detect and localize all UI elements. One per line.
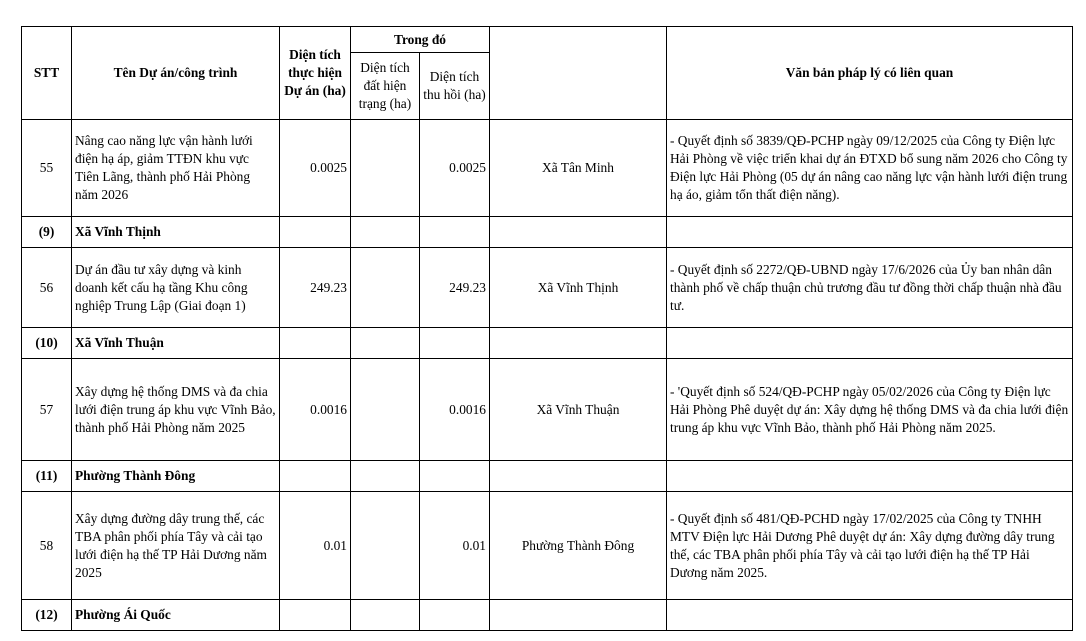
header-legal-docs: Văn bản pháp lý có liên quan — [667, 27, 1073, 120]
table-row — [22, 359, 1073, 461]
row-area: 0.01 — [280, 492, 351, 600]
group-row — [22, 328, 1073, 359]
row-project-name: Xây dựng hệ thống DMS và đa chia lưới điện trung áp khu vực Vĩnh Bảo, thành phố Hải Phòng năm 2025 — [72, 359, 280, 461]
header-location — [490, 27, 667, 120]
group-name: Xã Vĩnh Thuận — [72, 328, 280, 359]
header-stt: STT — [22, 27, 72, 120]
row-stt: 58 — [22, 492, 72, 600]
row-project-name: Dự án đầu tư xây dựng và kinh doanh kết cấu hạ tầng Khu công nghiệp Trung Lập (Giai đoạn 1) — [72, 248, 280, 328]
group-name: Phường Thành Đông — [72, 461, 280, 492]
row-legal-docs: - Quyết định số 481/QĐ-PCHD ngày 17/02/2025 của Công ty TNHH MTV Điện lực Hải Dương Phê duyệt dự án: Xây dựng đường dây trung thế, các TBA phân phối phía Tây và cải tạo lưới điện hạ thế TP Hải Dương năm 2025. — [667, 492, 1073, 600]
header-area: Diện tích thực hiện Dự án (ha) — [280, 27, 351, 120]
row-recovered-area: 0.0016 — [420, 359, 490, 461]
row-current-land — [351, 492, 420, 600]
row-stt: 57 — [22, 359, 72, 461]
group-row — [22, 600, 1073, 631]
row-recovered-area: 249.23 — [420, 248, 490, 328]
group-name: Phường Ái Quốc — [72, 600, 280, 631]
row-area: 0.0025 — [280, 120, 351, 217]
row-recovered-area: 0.01 — [420, 492, 490, 600]
row-stt: 56 — [22, 248, 72, 328]
header-current-land: Diện tích đất hiện trạng (ha) — [351, 53, 420, 120]
row-current-land — [351, 248, 420, 328]
table-row — [22, 120, 1073, 217]
row-location: Xã Vĩnh Thuận — [490, 359, 667, 461]
group-stt: (11) — [22, 461, 72, 492]
table-row — [22, 492, 1073, 600]
row-location: Phường Thành Đông — [490, 492, 667, 600]
row-area: 249.23 — [280, 248, 351, 328]
row-legal-docs: - Quyết định số 2272/QĐ-UBND ngày 17/6/2026 của Ủy ban nhân dân thành phố về chấp thuận chủ trương đầu tư đồng thời chấp thuận nhà đầu tư. — [667, 248, 1073, 328]
group-row — [22, 217, 1073, 248]
group-stt: (12) — [22, 600, 72, 631]
row-project-name: Xây dựng đường dây trung thế, các TBA phân phối phía Tây và cải tạo lưới điện hạ thế TP Hải Dương năm 2025 — [72, 492, 280, 600]
row-location: Xã Tân Minh — [490, 120, 667, 217]
header-in-which: Trong đó — [351, 27, 490, 53]
header-recovered-area: Diện tích thu hồi (ha) — [420, 53, 490, 120]
table-row — [22, 248, 1073, 328]
group-stt: (9) — [22, 217, 72, 248]
project-table — [21, 26, 1073, 631]
row-recovered-area: 0.0025 — [420, 120, 490, 217]
group-name: Xã Vĩnh Thịnh — [72, 217, 280, 248]
row-current-land — [351, 120, 420, 217]
row-legal-docs: - 'Quyết định số 524/QĐ-PCHP ngày 05/02/2026 của Công ty Điện lực Hải Phòng Phê duyệt dự án: Xây dựng hệ thống DMS và đa chia lưới điện trung áp khu vực Vĩnh Bảo, thành phố Hải Phòng năm 2025. — [667, 359, 1073, 461]
row-area: 0.0016 — [280, 359, 351, 461]
row-project-name: Nâng cao năng lực vận hành lưới điện hạ áp, giảm TTĐN khu vực Tiên Lãng, thành phố Hải Phòng năm 2026 — [72, 120, 280, 217]
group-row — [22, 461, 1073, 492]
group-stt: (10) — [22, 328, 72, 359]
header-project-name: Tên Dự án/công trình — [72, 27, 280, 120]
row-stt: 55 — [22, 120, 72, 217]
row-legal-docs: - Quyết định số 3839/QĐ-PCHP ngày 09/12/2025 của Công ty Điện lực Hải Phòng về việc triển khai dự án ĐTXD bổ sung năm 2026 cho Công ty Điện lực Hải Phòng (05 dự án nâng cao năng lực vận hành lưới điện trung hạ áo, giảm tổn thất điện năng). — [667, 120, 1073, 217]
row-location: Xã Vĩnh Thịnh — [490, 248, 667, 328]
row-current-land — [351, 359, 420, 461]
